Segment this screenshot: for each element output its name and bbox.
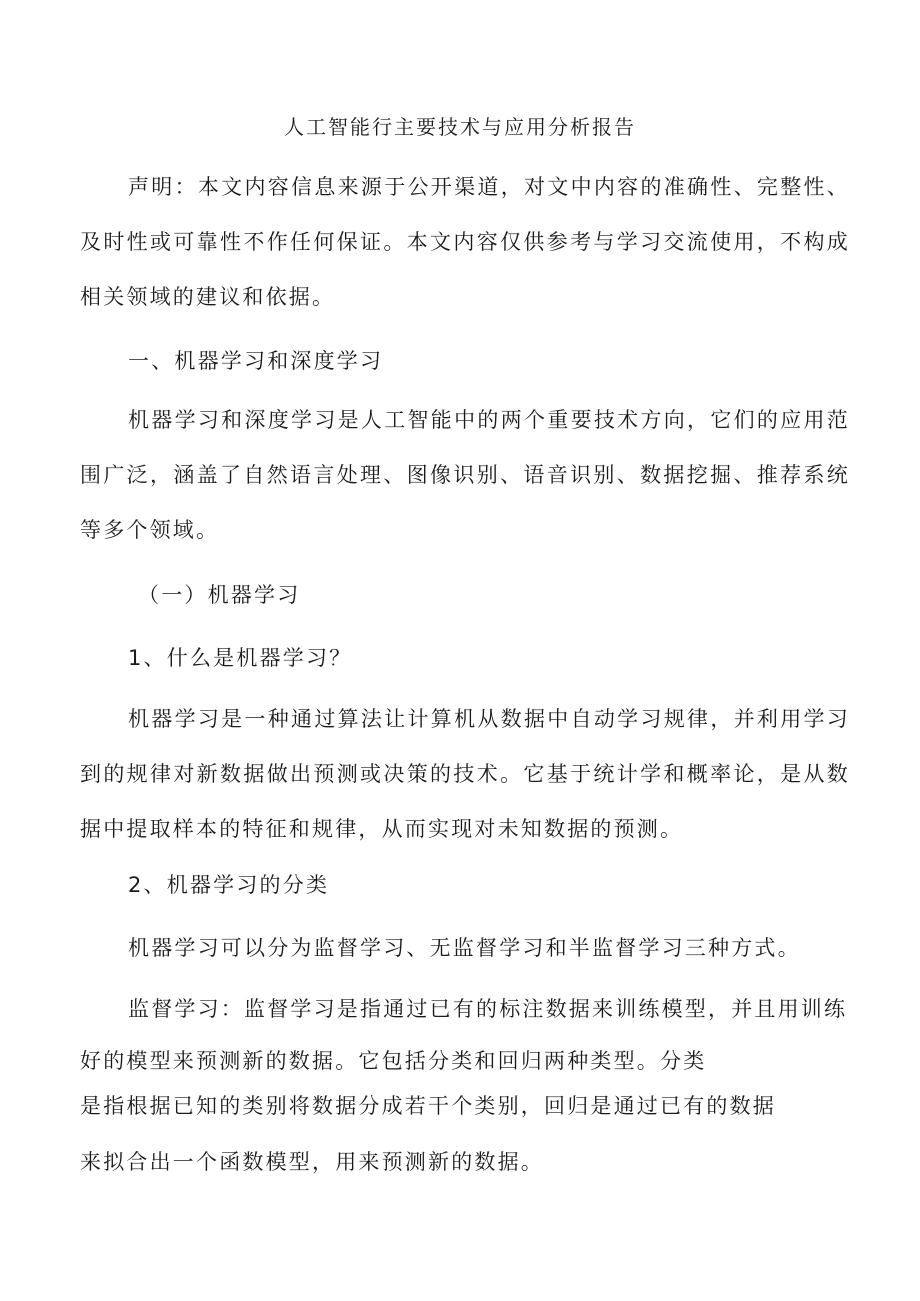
disclaimer-paragraph: 声明：本文内容信息来源于公开渠道，对文中内容的准确性、完整性、及时性或可靠性不作任何保证。本文内容仅供参考与学习交流使用，不构成相关领域的建议和依据。 [80,175,850,309]
question-2-paragraph: 机器学习可以分为监督学习、无监督学习和半监督学习三种方式。 [128,936,801,960]
section-heading: 一、机器学习和深度学习 [128,349,384,373]
supervised-line-2: 好的模型来预测新的数据。它包括分类和回归两种类型。分类 [80,1049,707,1073]
question-2-heading: 2、机器学习的分类 [128,873,330,897]
supervised-line-4: 来拟合出一个函数模型，用来预测新的数据。 [80,1150,544,1174]
subsection-heading: （一）机器学习 [138,583,301,607]
supervised-line-1: 监督学习：监督学习是指通过已有的标注数据来训练模型，并且用训练 [128,997,848,1021]
document-title: 人工智能行主要技术与应用分析报告 [284,115,636,139]
supervised-line-3: 是指根据已知的类别将数据分成若干个类别，回归是通过已有的数据 [80,1094,776,1118]
question-1-heading: 1、什么是机器学习？ [128,646,353,670]
section-intro-paragraph: 机器学习和深度学习是人工智能中的两个重要技术方向，它们的应用范围广泛，涵盖了自然语言处理、图像识别、语音识别、数据挖掘、推荐系统等多个领域。 [80,408,850,542]
question-1-paragraph: 机器学习是一种通过算法让计算机从数据中自动学习规律，并利用学习到的规律对新数据做出预测或决策的技术。它基于统计学和概率论，是从数据中提取样本的特征和规律，从而实现对未知数据的预测。 [80,707,850,841]
